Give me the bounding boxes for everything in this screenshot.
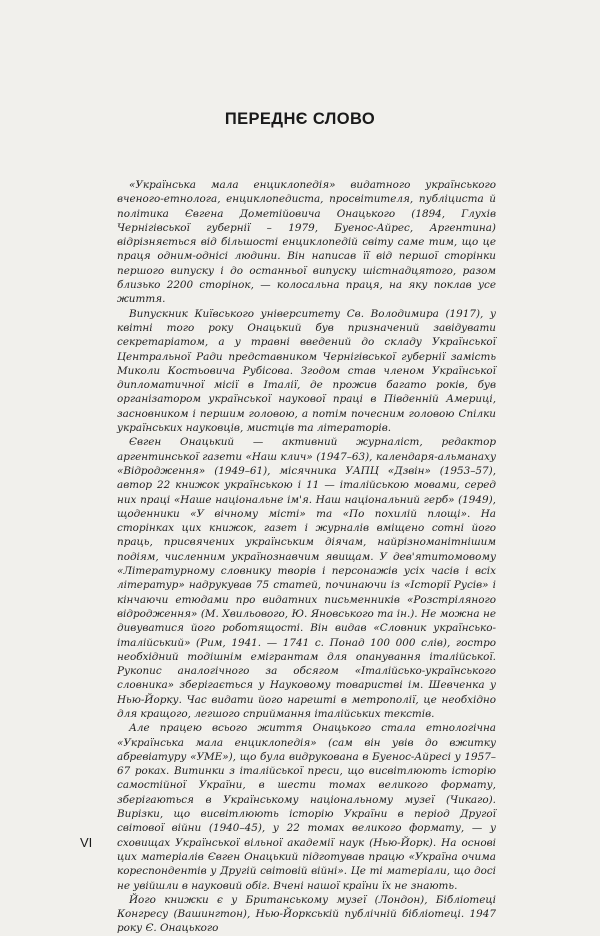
page-title: ПЕРЕДНЄ СЛОВО bbox=[224, 110, 376, 128]
paragraph-1: «Українська мала енциклопедія» видатного українського вченого-етнолога, енциклопедиста, просвітителя, публіциста й політика Євгена Дометійовича Онацького (1894, Глухів Чернігівської губернії – 1979, Буенос-Айрес, Аргентина) відрізняється від більшості енциклопедій світу саме тим, що це праця одним-однісі людини. Він написав її від першої сторінки першого випуску і до останньої випуску шістнадцятого, разом близько 2200 сторінок, — колосальна праця, на яку поклав усе життя. bbox=[117, 179, 496, 306]
paragraph-2: Випускник Київського університету Св. Володимира (1917), у квітні того року Онацький був призначений завідувати секретаріатом, а у травні введений до складу Української Центральної Ради представником Чернігівської губернії замість Миколи Костьовича Рубісова. Згодом став членом Української дипломатичної місії в Італії, де прожив багато років, був організатором української наукової праці в Південній Америці, засновником і першим головою, а потім почесним головою Спілки українських науковців, мистців та літераторів. bbox=[117, 307, 496, 435]
page-number: VI bbox=[80, 835, 93, 850]
body-text bbox=[117, 178, 496, 936]
paragraph-3: Євген Онацький — активний журналіст, редактор аргентинської газети «Наш клич» (1947–63), календаря-альманаху «Відродження» (1949–61), місячника УАПЦ «Дзвін» (1953–57), автор 22 книжок українською і 11 — італійською мовами, серед них праці «Наше національне ім'я. Наш національний герб» (1949), щоденники «У вічному місті» та «По похилій площі». На сторінках цих книжок, газет і журналів вміщено сотні його праць, присвячених українським діячам, найрізноманітнішим подіям, численним українознавчим явищам. У дев'ятитомовому «Літературному словнику творів і персонажів усіх часів і всіх літератур» надрукував 75 статей, починаючи із «Історії Русів» і кінчаючи етюдами про видатних письменників «Розстріляного відродження» (М. Хвильового, Ю. Яновського та ін.). Не можна не дивуватися його роботящості. Він видав «Словник українсько-італійський» (Рим, 1941. — 1741 с. Понад 100 000 слів), гостро необхідний тодішнім емігрантам для опанування італійської. Рукопис аналогічного за обсягом «Італійсько-українського словника» зберігається у Науковому товаристві ім. Шевченка у Нью-Йорку. Час видати його нарешті в метрополії, це необхідно для кращого, легшого сприймання італійських текстів. bbox=[117, 436, 496, 720]
paragraph-5: Його книжки є у Британському музеї (Лондон), Бібліотеці Конгресу (Вашингтон), Нью-Йоркській публічній бібліотеці. 1947 року Є. Онацького bbox=[117, 893, 496, 935]
paragraph-4: Але працею всього життя Онацького стала етнологічна «Українська мала енциклопедія» (сам він увів до вжитку абревіатуру «УМЕ»), що була видрукована в Буенос-Айресі у 1957–67 роках. Витинки з італійської преси, що висвітлюють історію самостійної України, в шести томах великого формату, зберігаються в Українському національному музеї (Чикаго). Вирізки, що висвітлюють історію України в період Другої світової війни (1940–45), у 22 томах великого формату, — у сховищах Української вільної академії наук (Нью-Йорк). На основі цих матеріалів Євген Онацький підготував працю «Україна очима кореспондентів у Другій світовій війні». Це ті матеріали, що досі не увійшли в науковий обіг. Вчені нашої країни їх не знають. bbox=[117, 722, 496, 892]
